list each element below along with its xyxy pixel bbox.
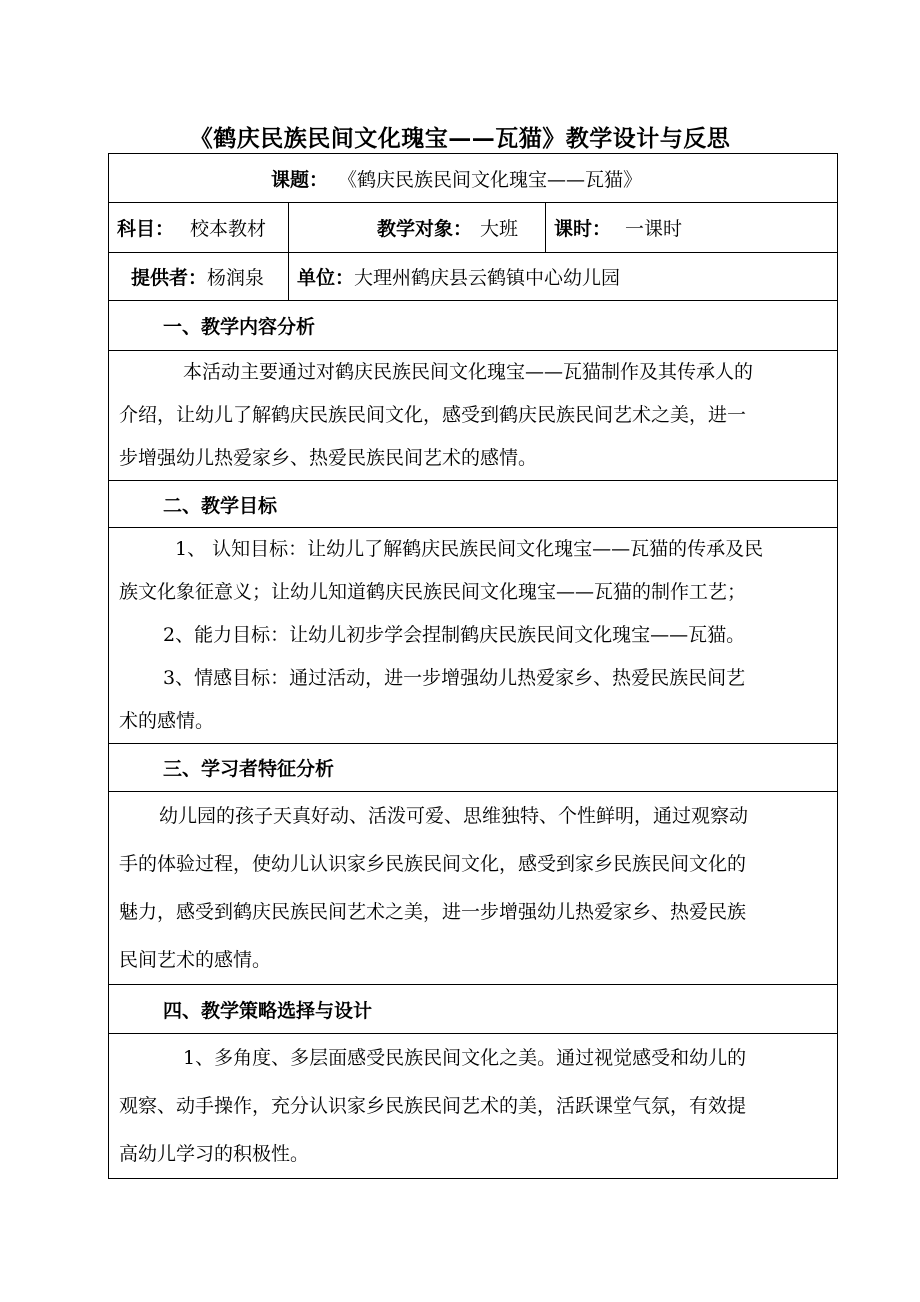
section-heading-row (109, 301, 838, 351)
section-4-line: 1、多角度、多层面感受民族民间文化之美。通过视觉感受和幼儿的 (183, 1047, 747, 1069)
section-1-line: 步增强幼儿热爱家乡、热爱民族民间艺术的感情。 (119, 447, 538, 469)
subject-row (109, 203, 838, 253)
section-body-row (109, 792, 838, 985)
section-2-line: 1、 认知目标：让幼儿了解鹤庆民族民间文化瑰宝——瓦猫的传承及民 (175, 538, 764, 560)
section-body-row (109, 351, 838, 481)
section-2-line: 2、能力目标：让幼儿初步学会捏制鹤庆民族民间文化瑰宝——瓦猫。 (163, 624, 746, 646)
topic-row (109, 154, 838, 203)
section-3-line: 魅力，感受到鹤庆民族民间艺术之美，进一步增强幼儿热爱家乡、热爱民族 (119, 901, 747, 923)
audience-label: 教学对象： (377, 218, 473, 240)
hours-label: 课时： (554, 218, 612, 240)
subject-value: 校本教材 (190, 218, 267, 240)
unit-value: 大理州鹤庆县云鹤镇中心幼儿园 (354, 267, 621, 289)
section-1-heading: 一、教学内容分析 (109, 301, 838, 351)
section-heading-row (109, 985, 838, 1034)
hours-value: 一课时 (625, 218, 683, 240)
section-4-line: 观察、动手操作，充分认识家乡民族民间艺术的美，活跃课堂气氛，有效提 (119, 1095, 747, 1117)
subject-label: 科目： (117, 218, 175, 240)
section-4-body (109, 1034, 838, 1179)
provider-row (109, 253, 838, 301)
section-2-line: 术的感情。 (119, 710, 215, 732)
section-heading-row (109, 481, 838, 528)
provider-label: 提供者： (131, 267, 208, 289)
section-2-line: 族文化象征意义；让幼儿知道鹤庆民族民间文化瑰宝——瓦猫的制作工艺； (119, 581, 747, 603)
section-2-heading: 二、教学目标 (109, 481, 838, 528)
section-4-line: 高幼儿学习的积极性。 (119, 1143, 310, 1165)
section-4-heading: 四、教学策略选择与设计 (109, 985, 838, 1034)
section-2-body (109, 528, 838, 744)
section-heading-row (109, 744, 838, 792)
topic-value: 《鹤庆民族民间文化瑰宝——瓦猫》 (338, 168, 643, 191)
section-1-line: 介绍，让幼儿了解鹤庆民族民间文化，感受到鹤庆民族民间艺术之美，进一 (119, 404, 747, 426)
audience-value: 大班 (480, 218, 519, 240)
section-3-heading: 三、学习者特征分析 (109, 744, 838, 792)
topic-label: 课题： (271, 168, 329, 191)
provider-value: 杨润泉 (207, 267, 265, 289)
section-3-line: 民间艺术的感情。 (119, 949, 272, 971)
section-3-body (109, 792, 838, 985)
section-3-line: 手的体验过程，使幼儿认识家乡民族民间文化，感受到家乡民族民间文化的 (119, 853, 747, 875)
section-2-line: 3、情感目标：通过活动，进一步增强幼儿热爱家乡、热爱民族民间艺 (163, 667, 746, 689)
section-1-line: 本活动主要通过对鹤庆民族民间文化瑰宝——瓦猫制作及其传承人的 (183, 361, 754, 383)
section-1-body (109, 351, 838, 481)
unit-label: 单位： (297, 267, 355, 289)
section-body-row (109, 528, 838, 744)
document-title: 《鹤庆民族民间文化瑰宝——瓦猫》教学设计与反思 (189, 125, 731, 152)
section-body-row (109, 1034, 838, 1179)
lesson-plan-table (108, 153, 838, 1179)
section-3-line: 幼儿园的孩子天真好动、活泼可爱、思维独特、个性鲜明，通过观察动 (159, 805, 749, 827)
